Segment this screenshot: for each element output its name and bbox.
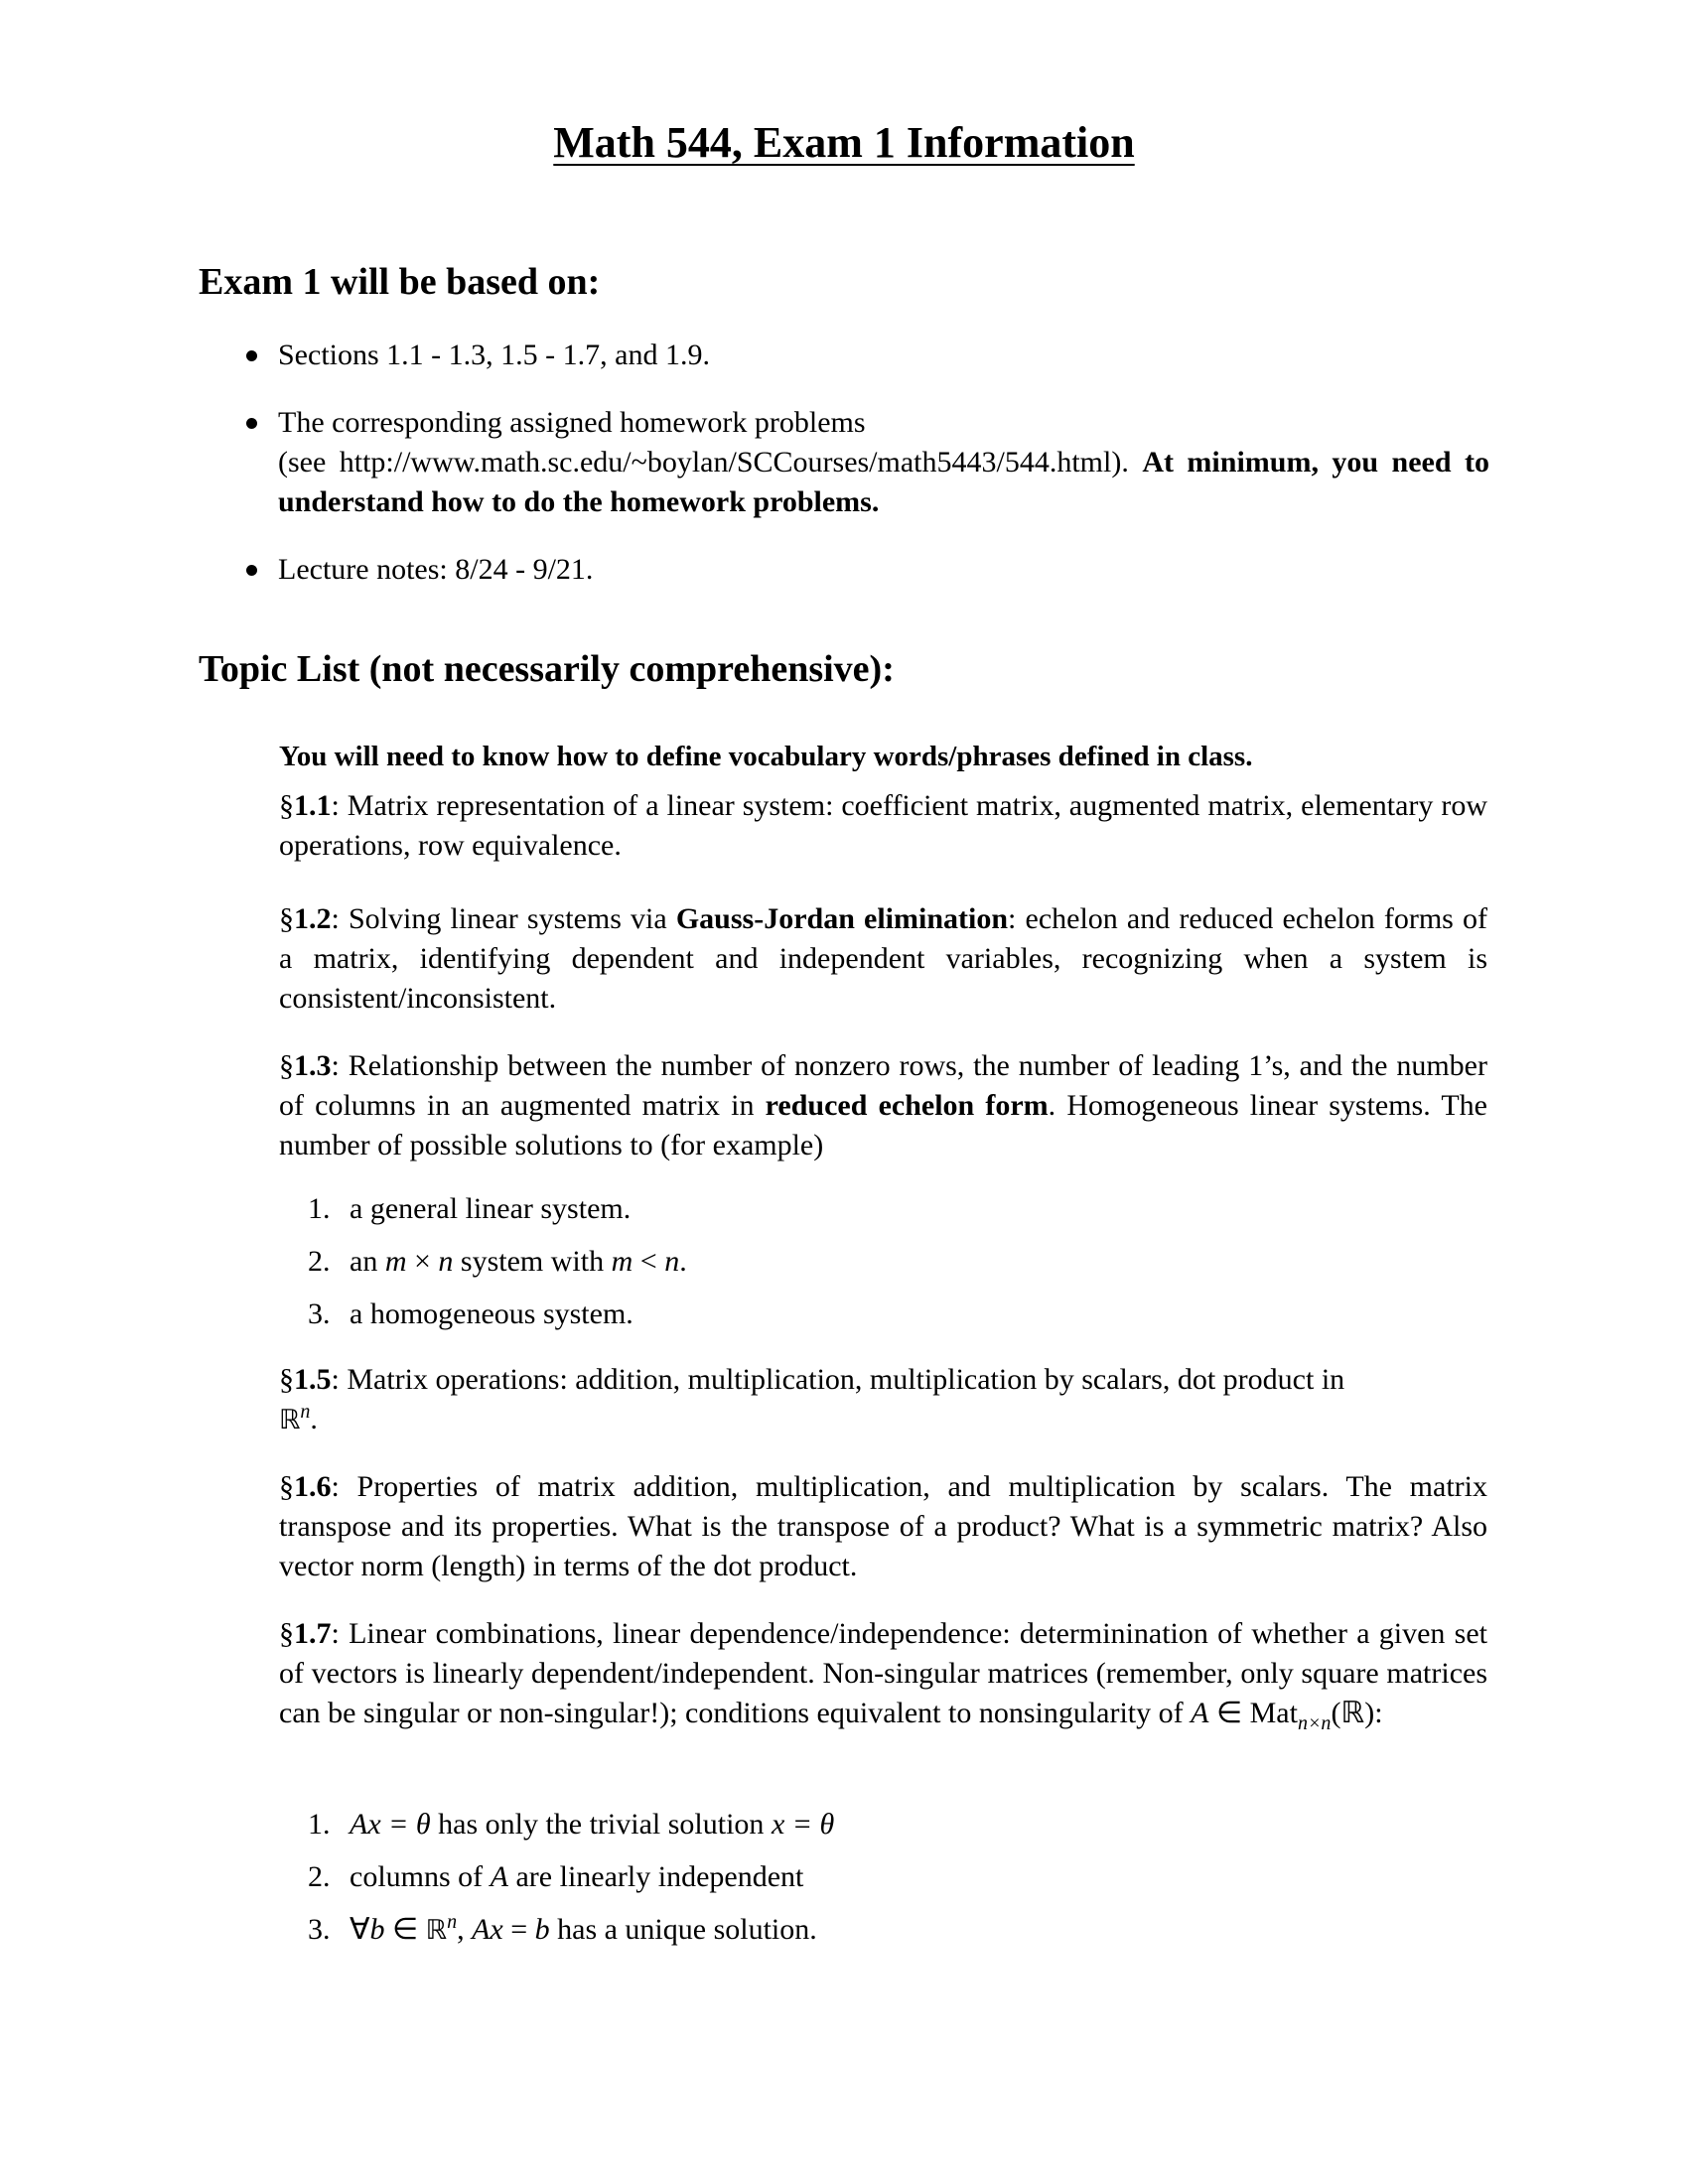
math-var: b — [369, 1913, 385, 1946]
bullet-icon — [246, 565, 257, 576]
list-item — [308, 1189, 687, 1242]
homework-note: At minimum, you need to understand how to do the homework problems. — [278, 446, 1490, 518]
item-number: 1. — [308, 1192, 331, 1225]
section-bold-term: reduced echelon form — [765, 1089, 1049, 1122]
math-op: = θ — [380, 1808, 431, 1841]
homework-line: The corresponding assigned homework problems — [278, 406, 866, 439]
list-item — [308, 1805, 834, 1857]
section-text: : Solving linear systems via — [331, 902, 676, 935]
section-number: 1.3 — [294, 1049, 332, 1082]
section-number: 1.2 — [294, 902, 332, 935]
item-text: . — [679, 1245, 687, 1278]
sections-text: Sections 1.1 - 1.3, 1.5 - 1.7, and 1.9. — [278, 339, 710, 371]
item-number: 2. — [308, 1860, 331, 1893]
section-text: : Matrix representation of a linear system: coefficient matrix, augmented matrix, elementary row operations, row equivalence. — [279, 789, 1487, 862]
section-sign: § — [279, 902, 294, 935]
math-var: m — [611, 1245, 633, 1278]
item-text: an — [350, 1245, 385, 1278]
section-1-1 — [279, 786, 1487, 866]
section-1-5 — [279, 1360, 1487, 1440]
math-var: A — [490, 1860, 508, 1893]
list-item — [308, 1242, 687, 1295]
section-1-7-list — [308, 1805, 834, 1963]
section-text: : echelon and reduced echelon forms of a matrix, identifying dependent and independent variables, recognizing when a system is consistent/inconsistent. — [279, 902, 1487, 1015]
item-text: are linearly independent — [507, 1860, 804, 1893]
list-item — [199, 403, 1489, 522]
reals-symbol: ℝ — [425, 1915, 448, 1946]
bullet-icon — [246, 350, 257, 361]
math-var: n — [438, 1245, 454, 1278]
section-number: 1.7 — [294, 1617, 332, 1650]
item-text: a homogeneous system. — [350, 1297, 633, 1330]
section-text: : Matrix operations: addition, multiplication, multiplication by scalars, dot product in — [331, 1363, 1345, 1396]
item-text: a general linear system. — [350, 1192, 632, 1225]
math-op: ∀ — [350, 1913, 370, 1946]
section-1-7 — [279, 1614, 1487, 1733]
section-sign: § — [279, 1049, 294, 1082]
section-text: . — [310, 1403, 318, 1435]
math-op: = — [502, 1913, 535, 1946]
section-sign: § — [279, 1470, 294, 1503]
list-item — [308, 1857, 834, 1910]
list-item — [199, 550, 1489, 590]
list-item — [199, 336, 1489, 375]
list-item — [308, 1295, 687, 1347]
item-number: 2. — [308, 1245, 331, 1278]
list-item — [308, 1910, 834, 1963]
math-var: b — [534, 1913, 550, 1946]
item-text: columns of — [350, 1860, 491, 1893]
math-op: × — [406, 1245, 439, 1278]
item-text: system with — [453, 1245, 612, 1278]
section-number: 1.6 — [294, 1470, 332, 1503]
item-text: has only the trivial solution — [430, 1808, 772, 1841]
based-on-heading: Exam 1 will be based on: — [199, 261, 601, 303]
math-op: < — [633, 1245, 665, 1278]
math-var: x — [771, 1808, 785, 1841]
section-bold-term: Gauss-Jordan elimination — [675, 902, 1009, 935]
section-number: 1.1 — [294, 789, 332, 822]
section-sign: § — [279, 1617, 294, 1650]
topics-intro: You will need to know how to define vocabulary words/phrases defined in class. — [279, 741, 1253, 772]
item-text: has a unique solution. — [549, 1913, 817, 1946]
section-number: 1.5 — [294, 1363, 332, 1396]
math-var: n — [664, 1245, 680, 1278]
math-var: Ax — [472, 1913, 503, 1946]
bullet-icon — [246, 418, 257, 429]
math-var: Ax — [350, 1808, 381, 1841]
section-text: : Properties of matrix addition, multiplication, and multiplication by scalars. The matrix transpose and its properties. What is the transpose of a product? What is a symmetric matrix? Also vector norm (length) in terms of the dot product. — [279, 1470, 1487, 1582]
item-number: 3. — [308, 1913, 331, 1946]
section-text: : Relationship between the number of nonzero rows, the number of leading 1’s, and the number of columns in an augmented matrix in — [279, 1049, 1487, 1122]
math-var: A — [1191, 1697, 1209, 1729]
math-op: , — [457, 1913, 473, 1946]
superscript: n — [447, 1911, 458, 1933]
page-title: Math 544, Exam 1 Information — [553, 118, 1135, 167]
reals-symbol: (ℝ) — [1331, 1697, 1375, 1729]
item-number: 1. — [308, 1808, 331, 1841]
section-sign: § — [279, 1363, 294, 1396]
subscript: n×n — [1297, 1712, 1332, 1734]
section-1-3-list — [308, 1189, 687, 1347]
superscript: n — [300, 1401, 311, 1423]
math-op: ∈ — [384, 1913, 426, 1946]
lecture-notes-text: Lecture notes: 8/24 - 9/21. — [278, 553, 594, 586]
section-text: : — [1374, 1697, 1383, 1729]
topic-list-heading: Topic List (not necessarily comprehensive): — [199, 648, 895, 690]
math-op: = θ — [784, 1808, 835, 1841]
section-1-2 — [279, 899, 1487, 1019]
math-var: m — [384, 1245, 407, 1278]
homework-link[interactable]: (see http://www.math.sc.edu/~boylan/SCCourses/math5443/544.html). — [278, 446, 1129, 478]
based-on-list — [199, 336, 1489, 617]
item-number: 3. — [308, 1297, 331, 1330]
section-sign: § — [279, 789, 294, 822]
section-text: : Linear combinations, linear dependence/independence: determinination of whether a given set of vectors is linearly dependent/independent. Non-singular matrices (remember, only square matrices can be singular or non-singular!); conditions equivalent to nonsingularity of — [279, 1617, 1487, 1729]
section-1-6 — [279, 1467, 1487, 1586]
section-1-3 — [279, 1046, 1487, 1165]
section-text: . Homogeneous linear systems. The number of possible solutions to (for example) — [279, 1089, 1487, 1161]
reals-symbol: ℝ — [279, 1405, 301, 1435]
math-op: ∈ Mat — [1208, 1697, 1298, 1729]
